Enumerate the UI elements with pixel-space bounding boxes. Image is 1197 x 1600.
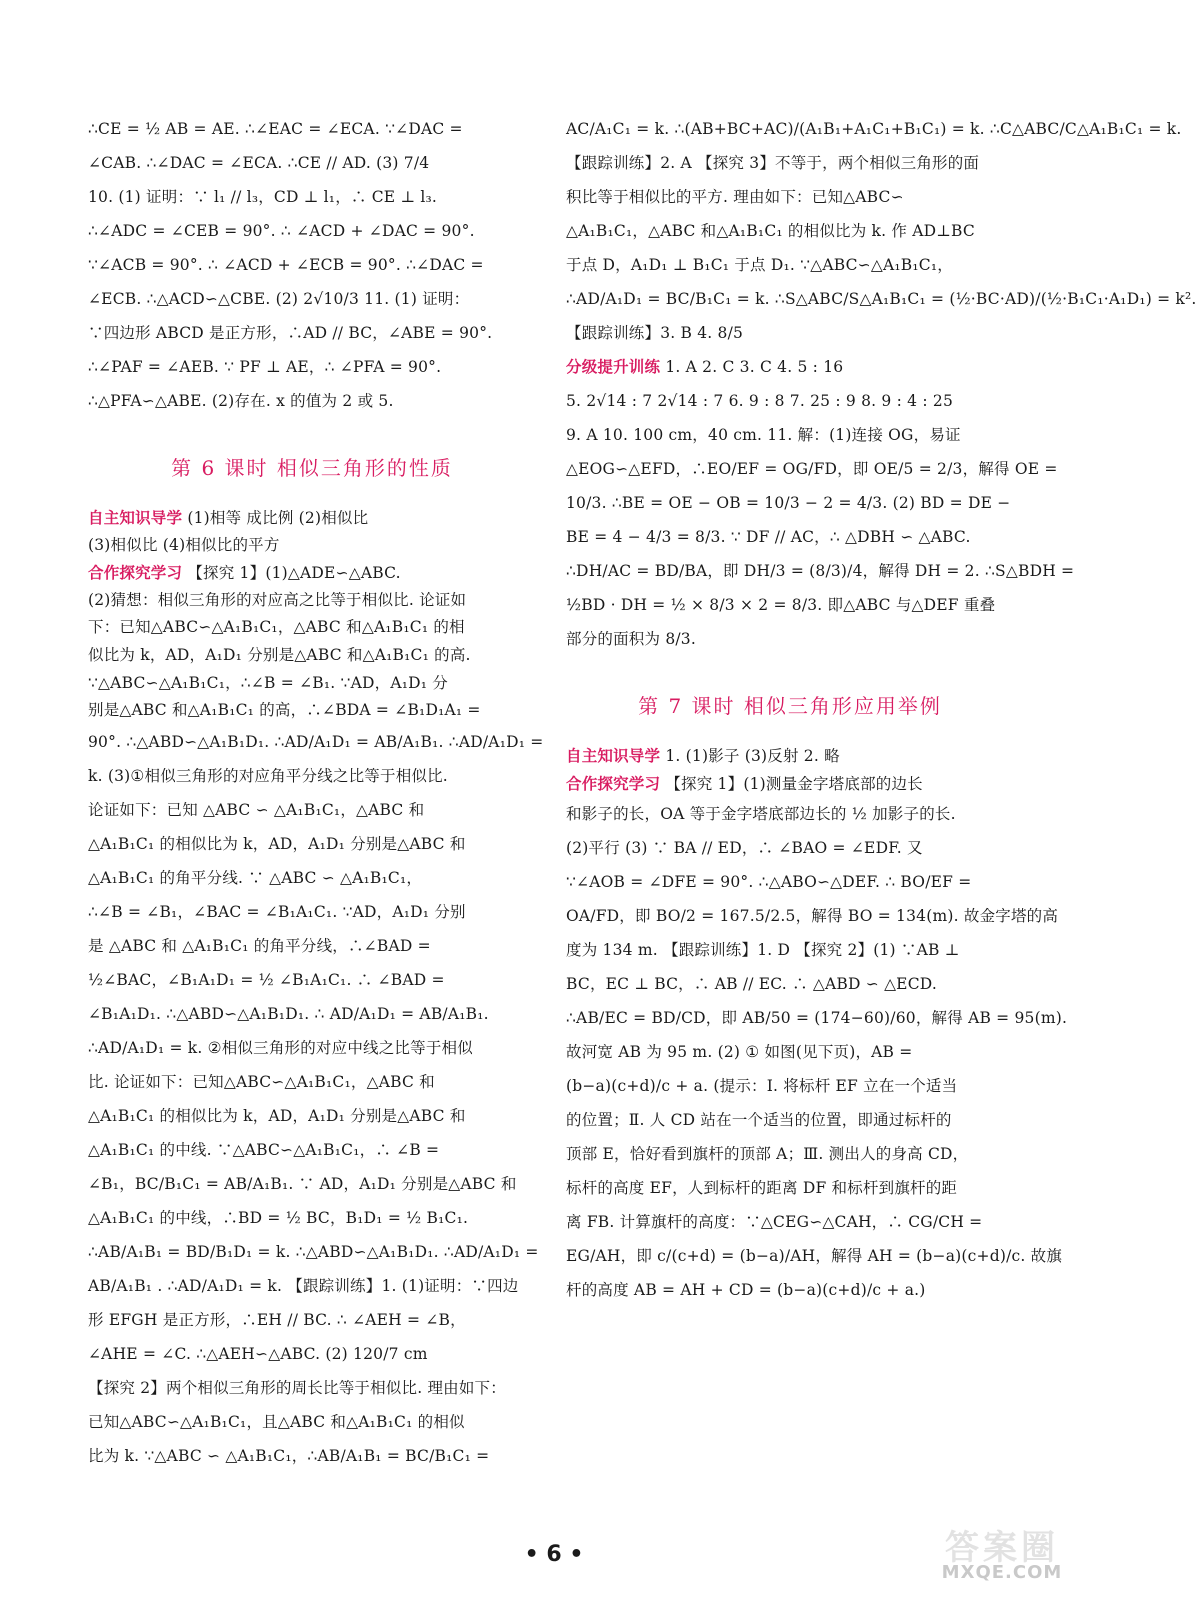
line-text: (1)相等 成比例 (2)相似比 (182, 509, 369, 527)
text-line (88, 1133, 536, 1167)
line-text: △A₁B₁C₁，△ABC 和△A₁B₁C₁ 的相似比为 k. 作 AD⊥BC (566, 222, 975, 240)
line-text: △A₁B₁C₁ 的中线，∴BD = ½ BC，B₁D₁ = ½ B₁C₁. (88, 1208, 469, 1227)
line-text: ∴∠B = ∠B₁，∠BAC = ∠B₁A₁C₁. ∵AD，A₁D₁ 分别 (88, 902, 466, 921)
text-line (88, 697, 536, 725)
watermark-logo-text: 答案圈 (945, 1528, 1059, 1568)
line-text: 离 FB. 计算旗杆的高度：∵△CEG∽△CAH，∴ CG/CH = (566, 1213, 983, 1232)
text-line (566, 316, 1014, 350)
line-text: ∴DH/AC = BD/BA，即 DH/3 = (8/3)/4，解得 DH = 2. ∴S△BDH = (566, 562, 1075, 580)
line-text: △A₁B₁C₁ 的中线. ∵△ABC∽△A₁B₁C₁，∴ ∠B = (88, 1140, 440, 1159)
section-label: 合作探究学习 (566, 773, 661, 793)
section-label: 自主知识导学 (566, 746, 661, 765)
text-line (566, 622, 1014, 656)
line-text: ½BD · DH = ½ × 8/3 × 2 = 8/3. 即△ABC 与△DEF 重叠 (566, 596, 996, 614)
text-line (566, 1001, 1068, 1035)
line-text: △A₁B₁C₁ 的角平分线. ∵ △ABC ∽ △A₁B₁C₁， (88, 868, 423, 887)
text-line (88, 1167, 536, 1201)
text-line (88, 1031, 536, 1065)
text-line (566, 520, 1014, 554)
text-line (88, 929, 536, 963)
line-text: △A₁B₁C₁ 的相似比为 k，AD，A₁D₁ 分别是△ABC 和 (88, 1106, 466, 1125)
text-line (566, 933, 1014, 967)
text-line (566, 1205, 1014, 1239)
text-line (88, 759, 536, 793)
line-text: 【跟踪训练】2. A 【探究 3】不等于，两个相似三角形的面 (566, 154, 980, 172)
text-line (88, 504, 536, 532)
text-line: ∴△PFA∽△ABE. (2)存在. x 的值为 2 或 5. (88, 392, 394, 410)
line-text: 和影子的长，OA 等于金字塔底部边长的 ½ 加影子的长. (566, 805, 956, 824)
line-text: 故河宽 AB 为 95 m. (2) ① 如图(见下页)，AB = (566, 1043, 913, 1062)
line-text: 9. A 10. 100 cm，40 cm. 11. 解：(1)连接 OG，易证 (566, 426, 961, 444)
line-text: 于点 D，A₁D₁ ⊥ B₁C₁ 于点 D₁. ∵△ABC∽△A₁B₁C₁， (566, 256, 953, 274)
text-line (566, 418, 1014, 452)
text-line (88, 587, 536, 615)
line-text: EG/AH，即 c/(c+d) = (b−a)/AH，解得 AH = (b−a)(c+d)/c. 故旗 (566, 1247, 1063, 1266)
text-line (566, 588, 1014, 622)
line-text: 比为 k. ∵△ABC ∽ △A₁B₁C₁，∴AB/A₁B₁ = BC/B₁C₁ = (88, 1446, 490, 1465)
line-text: k. (3)①相似三角形的对应角平分线之比等于相似比. (88, 766, 448, 785)
line-text: 顶部 E，恰好看到旗杆的顶部 A；Ⅲ. 测出人的身高 CD， (566, 1145, 969, 1164)
line-text: 比. 论证如下：已知△ABC∽△A₁B₁C₁，△ABC 和 (88, 1072, 435, 1091)
text-line (566, 1035, 1014, 1069)
text-line: ∠CAB. ∴∠DAC = ∠ECA. ∴CE // AD. (3) 7/4 (88, 154, 430, 172)
watermark-url: MXQE.COM (941, 1562, 1063, 1583)
line-text: 似比为 k，AD，A₁D₁ 分别是△ABC 和△A₁B₁C₁ 的高. (88, 645, 471, 664)
text-line: ∵∠ACB = 90°. ∴ ∠ACD + ∠ECB = 90°. ∴∠DAC = (88, 256, 484, 274)
line-text: ∴AD/A₁D₁ = BC/B₁C₁ = k. ∴S△ABC/S△A₁B₁C₁ = (½·BC·AD)/(½·B₁C₁·A₁D₁) = k². (566, 290, 1197, 308)
text-line (566, 797, 1014, 831)
line-text: 的位置；Ⅱ. 人 CD 站在一个适当的位置，即通过标杆的 (566, 1111, 952, 1130)
line-text: 是 △ABC 和 △A₁B₁C₁ 的角平分线，∴∠BAD = (88, 936, 431, 955)
text-line (566, 350, 1014, 384)
text-line (566, 899, 1059, 933)
line-text: 10/3. ∴BE = OE − OB = 10/3 − 2 = 4/3. (2) BD = DE − (566, 494, 1011, 512)
lesson-6-heading: 第 6 课时 相似三角形的性质 (171, 456, 453, 480)
text-line: ∴CE = ½ AB = AE. ∴∠EAC = ∠ECA. ∵∠DAC = (88, 120, 463, 138)
line-text: 【探究 1】(1)测量金字塔底部的边长 (660, 774, 923, 793)
text-line (566, 770, 1014, 798)
line-text: BE = 4 − 4/3 = 8/3. ∵ DF // AC，∴ △DBH ∽ △ABC. (566, 528, 971, 546)
line-text: ∴AB/A₁B₁ = BD/B₁D₁ = k. ∴△ABD∽△A₁B₁D₁. ∴AD/A₁D₁ = (88, 1242, 539, 1261)
text-line (88, 1269, 536, 1303)
line-text: 1. (1)影子 (3)反射 2. 略 (660, 747, 840, 765)
text-line (566, 1069, 1014, 1103)
section-label: 分级提升训练 (566, 357, 661, 376)
text-line (88, 793, 536, 827)
line-text: 已知△ABC∽△A₁B₁C₁，且△ABC 和△A₁B₁C₁ 的相似 (88, 1412, 465, 1431)
text-line (566, 214, 1014, 248)
text-line (566, 384, 1014, 418)
text-line (88, 1099, 536, 1133)
line-text: 【探究 2】两个相似三角形的周长比等于相似比. 理由如下： (88, 1378, 506, 1397)
text-line (88, 963, 536, 997)
text-line (88, 725, 544, 759)
line-text: 90°. ∴△ABD∽△A₁B₁D₁. ∴AD/A₁D₁ = AB/A₁B₁. ∴AD/A₁D₁ = (88, 732, 544, 751)
text-line: ∴∠ADC = ∠CEB = 90°. ∴ ∠ACD + ∠DAC = 90°. (88, 222, 475, 240)
line-text: ∵∠AOB = ∠DFE = 90°. ∴△ABO∽△DEF. ∴ BO/EF = (566, 873, 972, 892)
line-text: (2)平行 (3) ∵ BA // ED，∴ ∠BAO = ∠EDF. 又 (566, 839, 923, 858)
line-text: 【探究 1】(1)△ADE∽△ABC. (182, 564, 401, 583)
line-text: 积比等于相似比的平方. 理由如下：已知△ABC∽ (566, 188, 904, 206)
text-line (88, 1065, 536, 1099)
text-line (566, 486, 1014, 520)
line-text: ∠B₁A₁D₁. ∴△ABD∽△A₁B₁D₁. ∴ AD/A₁D₁ = AB/A₁B₁. (88, 1004, 489, 1023)
text-line (88, 1201, 536, 1235)
line-text: 标杆的高度 EF，人到标杆的距离 DF 和标杆到旗杆的距 (566, 1179, 958, 1198)
text-line (566, 146, 1014, 180)
line-text: 部分的面积为 8/3. (566, 630, 696, 648)
right-column (566, 112, 1197, 1307)
text-line (566, 1137, 1014, 1171)
line-text: AC/A₁C₁ = k. ∴(AB+BC+AC)/(A₁B₁+A₁C₁+B₁C₁) = k. ∴C△ABC/C△A₁B₁C₁ = k. (566, 120, 1182, 138)
page-number: • 6 • (524, 1542, 584, 1567)
text-line: ∵四边形 ABCD 是正方形，∴AD // BC，∠ABE = 90°. (88, 324, 493, 342)
line-text: 【跟踪训练】3. B 4. 8/5 (566, 324, 744, 342)
left-pre-heading-text (88, 112, 536, 418)
line-text: 论证如下：已知 △ABC ∽ △A₁B₁C₁，△ABC 和 (88, 800, 425, 819)
text-line (566, 1103, 1014, 1137)
text-line (566, 742, 1014, 770)
line-text: ∴AD/A₁D₁ = k. ②相似三角形的对应中线之比等于相似 (88, 1038, 473, 1057)
text-line (88, 1405, 536, 1439)
text-line (88, 532, 536, 560)
left-post-heading-text (88, 504, 544, 1473)
text-line (566, 831, 1014, 865)
text-line (88, 1439, 536, 1473)
text-line (566, 1239, 1063, 1273)
line-text: 1. A 2. C 3. C 4. 5 : 16 (660, 358, 844, 376)
text-line (88, 670, 536, 698)
text-line (566, 1171, 1014, 1205)
text-line (566, 1273, 1014, 1307)
text-line (566, 112, 1182, 146)
left-column (88, 112, 544, 1473)
line-text: 度为 134 m. 【跟踪训练】1. D 【探究 2】(1) ∵AB ⊥ (566, 941, 960, 960)
text-line (566, 967, 1014, 1001)
right-post-heading-text (566, 742, 1068, 1307)
line-text: 5. 2√14 : 7 2√14 : 7 6. 9 : 8 7. 25 : 9 8. 9 : 4 : 25 (566, 392, 954, 410)
line-text: ∴AB/EC = BD/CD，即 AB/50 = (174−60)/60，解得 AB = 95(m). (566, 1009, 1068, 1028)
text-line (566, 452, 1058, 486)
watermark-logo (912, 1520, 1092, 1590)
line-text: (2)猜想：相似三角形的对应高之比等于相似比. 论证如 (88, 590, 467, 609)
text-line (88, 1337, 536, 1371)
line-text: △EOG∽△EFD，∴EO/EF = OG/FD，即 OE/5 = 2/3，解得 OE = (566, 460, 1058, 478)
text-line (88, 997, 536, 1031)
section-label: 自主知识导学 (88, 508, 183, 527)
line-text: ∵△ABC∽△A₁B₁C₁，∴∠B = ∠B₁. ∵AD，A₁D₁ 分 (88, 673, 448, 692)
section-label: 合作探究学习 (88, 563, 183, 583)
right-pre-heading-text (566, 112, 1197, 656)
line-text: (b−a)(c+d)/c + a. (提示：Ⅰ. 将标杆 EF 立在一个适当 (566, 1077, 958, 1096)
text-line (88, 895, 536, 929)
text-line (88, 1235, 539, 1269)
text-line (88, 1303, 536, 1337)
text-line: ∴∠PAF = ∠AEB. ∵ PF ⊥ AE，∴ ∠PFA = 90°. (88, 358, 442, 376)
line-text: OA/FD，即 BO/2 = 167.5/2.5，解得 BO = 134(m). 故金字塔的高 (566, 907, 1059, 926)
text-line (566, 865, 1014, 899)
text-line (88, 827, 536, 861)
line-text: ∠B₁，BC/B₁C₁ = AB/A₁B₁. ∵ AD，A₁D₁ 分别是△ABC 和 (88, 1174, 517, 1193)
line-text: ½∠BAC，∠B₁A₁D₁ = ½ ∠B₁A₁C₁. ∴ ∠BAD = (88, 970, 445, 989)
line-text: 别是△ABC 和△A₁B₁C₁ 的高，∴∠BDA = ∠B₁D₁A₁ = (88, 701, 481, 720)
text-line: ∠ECB. ∴△ACD∽△CBE. (2) 2√10/3 11. (1) 证明： (88, 290, 470, 308)
text-line (566, 248, 1014, 282)
text-line (566, 282, 1197, 316)
line-text: 下：已知△ABC∽△A₁B₁C₁，△ABC 和△A₁B₁C₁ 的相 (88, 618, 465, 637)
line-text: 形 EFGH 是正方形，∴EH // BC. ∴ ∠AEH = ∠B， (88, 1310, 466, 1329)
text-line: 10. (1) 证明：∵ l₁ // l₃，CD ⊥ l₁，∴ CE ⊥ l₃. (88, 188, 438, 206)
line-text: (3)相似比 (4)相似比的平方 (88, 535, 280, 554)
text-line (88, 614, 536, 642)
lesson-7-heading: 第 7 课时 相似三角形应用举例 (638, 694, 942, 718)
text-line (88, 1371, 536, 1405)
line-text: 杆的高度 AB = AH + CD = (b−a)(c+d)/c + a.) (566, 1281, 926, 1300)
text-line (566, 554, 1075, 588)
text-line (566, 180, 1014, 214)
text-line (88, 642, 536, 670)
text-line (88, 559, 536, 587)
line-text: BC，EC ⊥ BC，∴ AB // EC. ∴ △ABD ∽ △ECD. (566, 975, 937, 994)
text-line (88, 861, 536, 895)
line-text: ∠AHE = ∠C. ∴△AEH∽△ABC. (2) 120/7 cm (88, 1344, 428, 1363)
line-text: AB/A₁B₁ . ∴AD/A₁D₁ = k. 【跟踪训练】1. (1)证明：∵四边 (88, 1276, 519, 1295)
line-text: △A₁B₁C₁ 的相似比为 k，AD，A₁D₁ 分别是△ABC 和 (88, 834, 466, 853)
